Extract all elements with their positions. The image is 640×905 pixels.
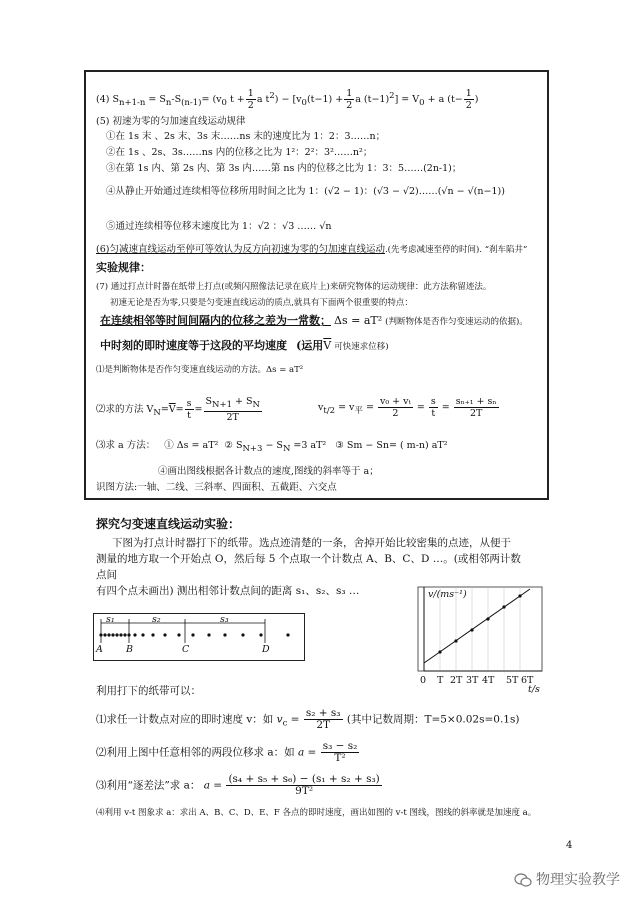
paragraph-line-3: 点间 [96, 569, 117, 581]
list-item-3: ③在第 1s 内、第 2s 内、第 3s 内……第 ns 内的位移之比为 1：3：5……(2n-1)； [106, 163, 462, 174]
page-number: 4 [566, 840, 573, 851]
rule-2: 中时刻的即时速度等于这段的平均速度 (运用$\overline{V}$ 可快速求位移) [100, 339, 389, 352]
graph-xtick-0: 0 [420, 675, 427, 686]
graph-xlabel: t/s [528, 684, 540, 695]
use-item-2: ⑵利用上图中任意相邻的两段位移求 a：如 a = $\frac{\text{s₃ − s₂}}{\text{T²}}$ [96, 740, 358, 764]
tape-point-c: C [182, 644, 190, 655]
paragraph-line-1: 下图为打点计时器打下的纸带。选点迹清楚的一条，舍掉开始比较密集的点迹，从便于 [112, 537, 511, 549]
method-4: ④画出图线根据各计数点的速度,图线的斜率等于 a； [158, 466, 379, 477]
method-2: ⑵求的方法 $V_N=\overline{V}=$ $\frac{s}{t}$ = $\frac{S_{N+1} + S_N}{2T}$ [96, 396, 260, 423]
use-item-3: ⑶利用“逐差法”求 a： a = $\frac{\text{(s₄ + s₅ + s₆) − (s₁ + s₂ + s₃)}}{\text{9T²}}$ [96, 773, 380, 797]
watermark: 物理实验教学 [514, 869, 620, 889]
tape-point-d: D [262, 644, 270, 655]
graph-xtick-5: 5T [506, 675, 519, 686]
section-title: 探究匀变速直线运动实验： [96, 517, 241, 531]
experiment-rules-heading: 实验规律： [96, 261, 151, 274]
method-1: ⑴是判断物体是否作匀变速直线运动的方法。Δs = aT² [96, 365, 304, 375]
formula-line-4: (4) $S_{n+1-n} = S_n-S_{(n-1)}= (v_0$ t + $\frac{1}{2}$ a $t^2) - [v_0(t-1)$ + $\frac{1}{2}$ a $(t-1)^2] = V_0 + a$ (t− $\frac{1}{2}$ ) [96, 88, 479, 111]
list-item-5: ⑤通过连续相等位移末速度比为 1：√2 ：√3 …… √n [106, 221, 332, 232]
method-2-midspeed: $v_{t/2} = v_平$ = $\frac{\text{v₀ + vₜ}}{2}$ = $\frac{s}{t}$ = $\frac{\text{sₙ₊₁ + sₙ}}{2T}$ [318, 396, 497, 419]
vt-graph [410, 585, 545, 695]
heading-line-5: (5) 初速为零的匀加速直线运动规律 [96, 116, 246, 127]
tape-s2-label: s₂ [152, 614, 161, 625]
tape-drawing [93, 613, 305, 661]
list-item-1: ①在 1s 末 、2s 末、3s 末……ns 末的速度比为 1：2：3……n； [106, 131, 386, 142]
graph-xtick-3: 3T [466, 675, 479, 686]
rule-1: 在连续相邻等时间间隔内的位移之差为一常数； Δs = aT² (判断物体是否作匀变速运动的依据)。 [100, 314, 528, 327]
graph-xtick-6: 6T [521, 675, 534, 686]
paragraph-line-2: 测量的地方取一个开始点 O，然后每 5 个点取一个计数点 A、B、C、D …。(或相邻两计数 [96, 553, 521, 565]
use-intro: 利用打下的纸带可以： [96, 685, 201, 697]
use-item-4: ⑷利用 v-t 图象求 a：求出 A、B、C、D、E、F 各点的即时速度，画出如图的 v-t 图线，图线的斜率就是加速度 a。 [96, 808, 537, 818]
paper-tape [93, 613, 305, 661]
graph-ylabel: v/(ms⁻¹) [428, 589, 467, 600]
wechat-icon [514, 873, 532, 887]
list-item-4: ④从静止开始通过连续相等位移所用时间之比为 1：(√2 − 1)：(√3 − √2)……(√n − √(n−1)) [106, 186, 505, 197]
graph-xtick-2: 2T [450, 675, 463, 686]
line-7b: 初速无论是否为零,只要是匀变速直线运动的质点,就具有下面两个很重要的特点： [110, 298, 413, 308]
tape-point-b: B [126, 644, 133, 655]
tape-s3-label: s₃ [220, 614, 229, 625]
method-3: ⑶求 a 方法： ① Δs = aT² ② $S_{N+3} - S_N =3$ aT² ③ Sm − Sn= ( m-n) aT² [96, 440, 448, 454]
line-7: (7) 通过打点计时器在纸带上打点(或频闪照像法记录在底片上)来研究物体的运动规律：此方法称留迹法。 [96, 282, 492, 292]
tape-point-a: A [96, 644, 103, 655]
use-item-1: ⑴求任一计数点对应的即时速度 v：如 $v_c$ = $\frac{\text{s₂ + s₃}}{2T}$ (其中记数周期：T=5×0.02s=0.1s) [96, 707, 520, 731]
graph-xtick-1: T [437, 675, 444, 686]
method-5: 识图方法:一轴、二线、三斜率、四面积、五截距、六交点 [96, 482, 337, 493]
paragraph-line-4: 有四个点未画出) 测出相邻计数点间的距离 s₁、s₂、s₃ … [96, 585, 360, 597]
graph-xtick-4: 4T [482, 675, 495, 686]
tape-s1-label: s₁ [106, 614, 115, 625]
line-6: (6)匀减速直线运动至停可等效认为反方向初速为零的匀加速直线运动.(先考虑减速至停的时间). “刹车陷井” [96, 244, 528, 255]
list-item-2: ②在 1s 、2s、3s……ns 内的位移之比为 1²：2²：3²……n²； [106, 147, 373, 158]
